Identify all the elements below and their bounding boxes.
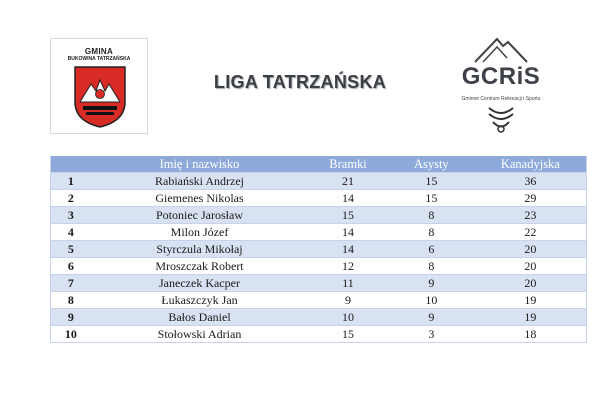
table-row <box>51 292 587 309</box>
header-goals: Bramki <box>308 156 388 173</box>
row-name: Milon Józef <box>91 224 308 241</box>
row-name: Bałos Daniel <box>91 309 308 326</box>
row-name: Rabiański Andrzej <box>91 173 308 190</box>
table-row <box>51 275 587 292</box>
row-name: Łukaszczyk Jan <box>91 292 308 309</box>
table-header-row <box>51 156 587 173</box>
row-name: Giemenes Nikolas <box>91 190 308 207</box>
header-points: Kanadyjska <box>475 156 587 173</box>
row-assists: 8 <box>388 207 475 224</box>
table-row <box>51 207 587 224</box>
row-points: 19 <box>475 292 587 309</box>
row-assists: 3 <box>388 326 475 343</box>
row-goals: 9 <box>308 292 388 309</box>
page-title: LIGA TATRZAŃSKA <box>213 72 387 92</box>
gcris-logo <box>448 36 554 136</box>
row-rank: 7 <box>51 275 91 292</box>
row-name: Potoniec Jarosław <box>91 207 308 224</box>
row-assists: 8 <box>388 258 475 275</box>
row-goals: 15 <box>308 326 388 343</box>
row-assists: 15 <box>388 190 475 207</box>
row-name: Mroszczak Robert <box>91 258 308 275</box>
row-points: 18 <box>475 326 587 343</box>
row-goals: 15 <box>308 207 388 224</box>
row-goals: 14 <box>308 190 388 207</box>
crest-shield-icon <box>74 66 126 128</box>
row-points: 20 <box>475 241 587 258</box>
row-assists: 6 <box>388 241 475 258</box>
row-goals: 21 <box>308 173 388 190</box>
table-row <box>51 224 587 241</box>
row-assists: 8 <box>388 224 475 241</box>
gcris-name: GCRiS <box>461 63 541 90</box>
gcris-subtitle: Gminne Centrum Rekreacji i Sportu <box>461 96 541 102</box>
league-table <box>50 156 587 343</box>
ornament-icon <box>483 104 519 134</box>
table-row <box>51 190 587 207</box>
mountain-icon <box>473 36 529 64</box>
row-goals: 11 <box>308 275 388 292</box>
row-rank: 1 <box>51 173 91 190</box>
row-points: 36 <box>475 173 587 190</box>
row-assists: 10 <box>388 292 475 309</box>
row-rank: 2 <box>51 190 91 207</box>
row-goals: 14 <box>308 224 388 241</box>
header-rank <box>51 156 91 173</box>
row-assists: 15 <box>388 173 475 190</box>
row-assists: 9 <box>388 309 475 326</box>
table-row <box>51 173 587 190</box>
row-name: Janeczek Kacper <box>91 275 308 292</box>
row-goals: 12 <box>308 258 388 275</box>
table-row <box>51 309 587 326</box>
row-rank: 4 <box>51 224 91 241</box>
row-rank: 3 <box>51 207 91 224</box>
row-points: 23 <box>475 207 587 224</box>
row-rank: 6 <box>51 258 91 275</box>
header-name: Imię i nazwisko <box>91 156 308 173</box>
row-rank: 9 <box>51 309 91 326</box>
row-goals: 14 <box>308 241 388 258</box>
row-assists: 9 <box>388 275 475 292</box>
row-points: 20 <box>475 275 587 292</box>
row-rank: 5 <box>51 241 91 258</box>
row-points: 22 <box>475 224 587 241</box>
row-goals: 10 <box>308 309 388 326</box>
row-points: 19 <box>475 309 587 326</box>
crest-title-line1: GMINA <box>84 47 114 56</box>
crest-title-line2: BUKOWINA TATRZAŃSKA <box>67 56 131 62</box>
table-row <box>51 241 587 258</box>
municipality-crest <box>50 38 148 134</box>
header-assists: Asysty <box>388 156 475 173</box>
table-row <box>51 258 587 275</box>
crest-title <box>51 48 147 62</box>
row-rank: 8 <box>51 292 91 309</box>
row-points: 20 <box>475 258 587 275</box>
row-points: 29 <box>475 190 587 207</box>
table-row <box>51 326 587 343</box>
row-rank: 10 <box>51 326 91 343</box>
row-name: Stołowski Adrian <box>91 326 308 343</box>
row-name: Styrczula Mikołaj <box>91 241 308 258</box>
